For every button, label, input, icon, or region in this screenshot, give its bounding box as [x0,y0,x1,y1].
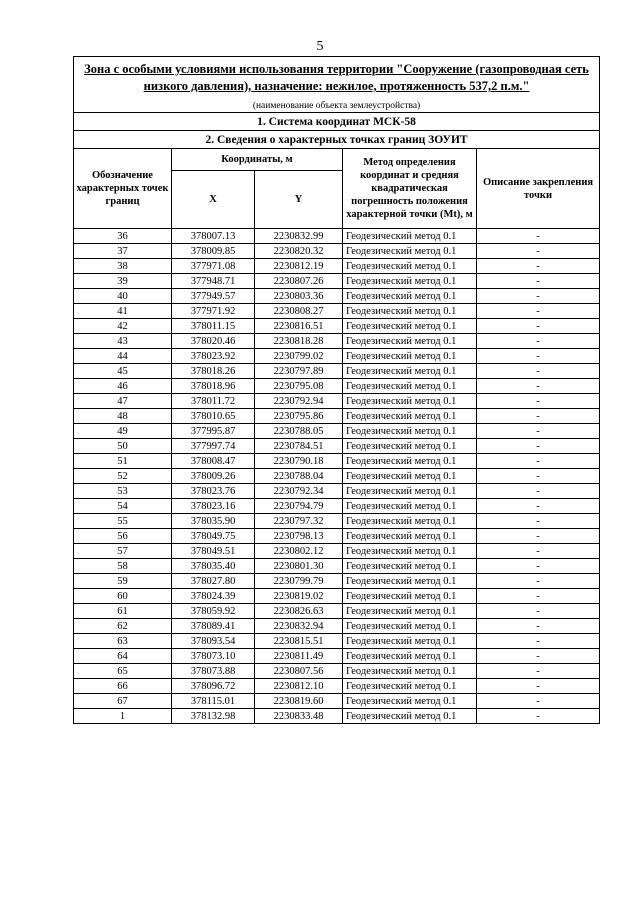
cell-y: 2230832.99 [255,229,343,244]
cell-y: 2230816.51 [255,319,343,334]
cell-description: - [477,394,600,409]
cell-description: - [477,634,600,649]
cell-y: 2230807.56 [255,664,343,679]
table-row [74,649,600,664]
cell-method: Геодезический метод 0.1 [343,529,477,544]
cell-point: 45 [74,364,172,379]
cell-x: 378010.65 [172,409,255,424]
table-row [74,259,600,274]
cell-y: 2230826.63 [255,604,343,619]
cell-y: 2230815.51 [255,634,343,649]
cell-description: - [477,709,600,724]
cell-description: - [477,274,600,289]
cell-point: 65 [74,664,172,679]
cell-method: Геодезический метод 0.1 [343,394,477,409]
cell-y: 2230797.32 [255,514,343,529]
cell-point: 60 [74,589,172,604]
cell-description: - [477,304,600,319]
table-row [74,529,600,544]
table-row [74,289,600,304]
cell-y: 2230801.30 [255,559,343,574]
cell-description: - [477,514,600,529]
cell-y: 2230799.79 [255,574,343,589]
cell-x: 378023.92 [172,349,255,364]
table-row [74,544,600,559]
cell-x: 378132.98 [172,709,255,724]
cell-x: 378073.10 [172,649,255,664]
cell-method: Геодезический метод 0.1 [343,319,477,334]
header-method: Метод определения координат и средняя квадратическая погрешность положения характерной точки (Mt), м [343,149,477,229]
table-row [74,694,600,709]
cell-y: 2230798.13 [255,529,343,544]
cell-x: 378024.39 [172,589,255,604]
cell-method: Геодезический метод 0.1 [343,229,477,244]
cell-method: Геодезический метод 0.1 [343,469,477,484]
cell-y: 2230795.08 [255,379,343,394]
table-row [74,589,600,604]
cell-description: - [477,574,600,589]
cell-y: 2230799.02 [255,349,343,364]
table-row [74,604,600,619]
cell-y: 2230802.12 [255,544,343,559]
table-row [74,319,600,334]
cell-y: 2230808.27 [255,304,343,319]
cell-y: 2230819.60 [255,694,343,709]
cell-description: - [477,694,600,709]
table-row [74,709,600,724]
cell-y: 2230788.05 [255,424,343,439]
cell-x: 377997.74 [172,439,255,454]
cell-point: 49 [74,424,172,439]
cell-point: 38 [74,259,172,274]
cell-description: - [477,604,600,619]
cell-method: Геодезический метод 0.1 [343,709,477,724]
cell-description: - [477,544,600,559]
cell-description: - [477,499,600,514]
cell-method: Геодезический метод 0.1 [343,274,477,289]
cell-y: 2230790.18 [255,454,343,469]
cell-point: 50 [74,439,172,454]
table-row [74,619,600,634]
cell-point: 41 [74,304,172,319]
cell-point: 1 [74,709,172,724]
table-row [74,679,600,694]
cell-x: 378035.90 [172,514,255,529]
table-row [74,394,600,409]
cell-method: Геодезический метод 0.1 [343,259,477,274]
table-row [74,364,600,379]
cell-point: 42 [74,319,172,334]
cell-x: 378008.47 [172,454,255,469]
cell-point: 66 [74,679,172,694]
cell-y: 2230812.19 [255,259,343,274]
cell-point: 53 [74,484,172,499]
cell-x: 378011.15 [172,319,255,334]
cell-x: 378089.41 [172,619,255,634]
table-row [74,274,600,289]
cell-point: 59 [74,574,172,589]
cell-x: 378020.46 [172,334,255,349]
cell-x: 378035.40 [172,559,255,574]
table-row [74,424,600,439]
cell-x: 378018.96 [172,379,255,394]
cell-description: - [477,454,600,469]
table-row [74,469,600,484]
page-number: 5 [316,39,324,54]
cell-y: 2230833.48 [255,709,343,724]
cell-method: Геодезический метод 0.1 [343,304,477,319]
cell-x: 378023.76 [172,484,255,499]
cell-y: 2230784.51 [255,439,343,454]
table-row [74,499,600,514]
section-coordinate-system: 1. Система координат МСК-58 [74,113,600,131]
cell-x: 378096.72 [172,679,255,694]
cell-method: Геодезический метод 0.1 [343,514,477,529]
cell-description: - [477,424,600,439]
table-row [74,484,600,499]
cell-description: - [477,289,600,304]
cell-method: Геодезический метод 0.1 [343,604,477,619]
cell-description: - [477,484,600,499]
header-coords: Координаты, м [172,149,343,171]
cell-method: Геодезический метод 0.1 [343,589,477,604]
cell-x: 378059.92 [172,604,255,619]
cell-point: 43 [74,334,172,349]
title-caption: (наименование объекта землеустройства) [74,99,600,113]
cell-x: 377948.71 [172,274,255,289]
cell-point: 46 [74,379,172,394]
cell-method: Геодезический метод 0.1 [343,334,477,349]
cell-point: 44 [74,349,172,364]
table-row [74,574,600,589]
cell-y: 2230803.36 [255,289,343,304]
cell-point: 62 [74,619,172,634]
cell-description: - [477,469,600,484]
cell-method: Геодезический метод 0.1 [343,379,477,394]
cell-point: 56 [74,529,172,544]
cell-description: - [477,229,600,244]
table-row [74,409,600,424]
cell-description: - [477,319,600,334]
table-row [74,454,600,469]
cell-description: - [477,559,600,574]
cell-point: 67 [74,694,172,709]
cell-point: 37 [74,244,172,259]
table-row [74,229,600,244]
cell-y: 2230818.28 [255,334,343,349]
cell-method: Геодезический метод 0.1 [343,349,477,364]
table-row [74,439,600,454]
cell-method: Геодезический метод 0.1 [343,619,477,634]
cell-point: 58 [74,559,172,574]
cell-description: - [477,364,600,379]
cell-description: - [477,619,600,634]
cell-point: 36 [74,229,172,244]
cell-point: 47 [74,394,172,409]
cell-description: - [477,349,600,364]
cell-x: 378007.13 [172,229,255,244]
cell-y: 2230792.34 [255,484,343,499]
cell-description: - [477,409,600,424]
cell-method: Геодезический метод 0.1 [343,664,477,679]
cell-description: - [477,649,600,664]
cell-y: 2230795.86 [255,409,343,424]
table-row [74,244,600,259]
table-body [74,57,600,724]
table-row [74,304,600,319]
cell-method: Геодезический метод 0.1 [343,634,477,649]
cell-x: 377949.57 [172,289,255,304]
cell-method: Геодезический метод 0.1 [343,454,477,469]
header-x: X [172,171,255,229]
cell-method: Геодезический метод 0.1 [343,574,477,589]
coordinates-table [73,56,600,724]
section-boundary-points: 2. Сведения о характерных точках границ ЗОУИТ [74,131,600,149]
header-point: Обозначение характерных точек границ [74,149,172,229]
cell-method: Геодезический метод 0.1 [343,439,477,454]
cell-method: Геодезический метод 0.1 [343,424,477,439]
cell-method: Геодезический метод 0.1 [343,694,477,709]
cell-point: 54 [74,499,172,514]
header-y: Y [255,171,343,229]
cell-x: 378093.54 [172,634,255,649]
cell-x: 378009.26 [172,469,255,484]
cell-point: 55 [74,514,172,529]
cell-x: 378027.80 [172,574,255,589]
cell-description: - [477,244,600,259]
cell-method: Геодезический метод 0.1 [343,679,477,694]
cell-description: - [477,334,600,349]
cell-x: 378049.75 [172,529,255,544]
cell-y: 2230832.94 [255,619,343,634]
cell-description: - [477,379,600,394]
cell-y: 2230812.10 [255,679,343,694]
cell-y: 2230788.04 [255,469,343,484]
cell-description: - [477,664,600,679]
header-description: Описание закрепления точки [477,149,600,229]
cell-x: 378009.85 [172,244,255,259]
cell-y: 2230792.94 [255,394,343,409]
cell-x: 377971.92 [172,304,255,319]
cell-point: 51 [74,454,172,469]
cell-point: 48 [74,409,172,424]
cell-description: - [477,439,600,454]
cell-description: - [477,259,600,274]
cell-y: 2230819.02 [255,589,343,604]
table-row [74,514,600,529]
cell-x: 378049.51 [172,544,255,559]
cell-method: Геодезический метод 0.1 [343,364,477,379]
cell-y: 2230807.26 [255,274,343,289]
cell-description: - [477,589,600,604]
cell-x: 378023.16 [172,499,255,514]
cell-y: 2230794.79 [255,499,343,514]
document-title: Зона с особыми условиями использования территории "Сооружение (газопроводная сеть низкого давления), назначение: нежилое, протяженность 537,2 п.м." [74,57,600,100]
cell-point: 57 [74,544,172,559]
cell-point: 63 [74,634,172,649]
cell-y: 2230811.49 [255,649,343,664]
table-row [74,349,600,364]
cell-method: Геодезический метод 0.1 [343,499,477,514]
cell-method: Геодезический метод 0.1 [343,289,477,304]
cell-description: - [477,529,600,544]
cell-method: Геодезический метод 0.1 [343,484,477,499]
cell-y: 2230797.89 [255,364,343,379]
cell-method: Геодезический метод 0.1 [343,559,477,574]
cell-x: 377995.87 [172,424,255,439]
cell-x: 377971.08 [172,259,255,274]
table-row [74,334,600,349]
cell-method: Геодезический метод 0.1 [343,649,477,664]
cell-point: 52 [74,469,172,484]
cell-x: 378073.88 [172,664,255,679]
cell-point: 39 [74,274,172,289]
cell-x: 378115.01 [172,694,255,709]
cell-x: 378011.72 [172,394,255,409]
cell-x: 378018.26 [172,364,255,379]
table-row [74,634,600,649]
cell-point: 61 [74,604,172,619]
table-row [74,559,600,574]
cell-method: Геодезический метод 0.1 [343,409,477,424]
cell-method: Геодезический метод 0.1 [343,244,477,259]
cell-point: 64 [74,649,172,664]
cell-method: Геодезический метод 0.1 [343,544,477,559]
cell-y: 2230820.32 [255,244,343,259]
table-row [74,664,600,679]
cell-description: - [477,679,600,694]
cell-point: 40 [74,289,172,304]
table-row [74,379,600,394]
